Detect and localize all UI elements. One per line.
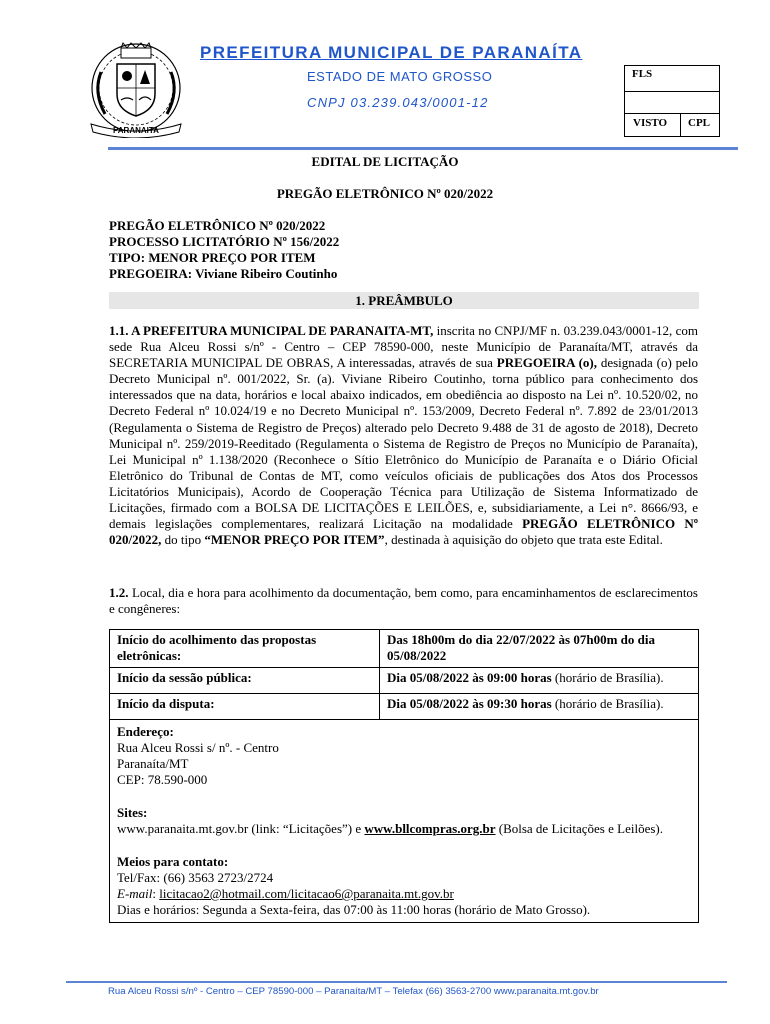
section-preambulo-heading: 1. PREÂMBULO — [109, 292, 699, 309]
bll-link[interactable]: www.bllcompras.org.br — [364, 821, 496, 836]
header-title: PREFEITURA MUNICIPAL DE PARANAÍTA — [200, 43, 583, 62]
table-row — [110, 668, 699, 694]
fls-blank-row — [625, 92, 719, 114]
row-value — [380, 668, 699, 694]
row-value-note: (horário de Brasília). — [551, 696, 664, 711]
p1-text-a: inscrita no CNPJ/MF n. 03.239.043/0001-12, com sede Rua Alceu Rossi s/nº - Centro – CEP 78590-000, neste Município de Paranaíta/MT, através da SECRETARIA MUNICIPAL DE OBRAS, A interessadas, através de sua — [109, 323, 698, 371]
p1-lead: 1.1. A PREFEITURA MUNICIPAL DE PARANAITA-MT, — [109, 323, 434, 338]
table-row — [110, 720, 699, 923]
p1-pregoeira: PREGOEIRA (o), — [496, 355, 597, 371]
row-value — [380, 694, 699, 720]
row-value-bold: Das 18h00m do dia 22/07/2022 às 07h00m do dia 05/08/2022 — [387, 632, 655, 663]
contact-email: E-mail: licitacao2@hotmail.com/licitacao6@paranaita.mt.gov.br — [117, 886, 454, 901]
row-value-bold: Dia 05/08/2022 às 09:00 horas — [387, 670, 552, 685]
footer-address: Rua Alceu Rossi s/nº - Centro – CEP 78590-000 – Paranaíta/MT – Telefax (66) 3563-2700 www.paranaita.mt.gov.br — [108, 986, 599, 997]
edital-title: EDITAL DE LICITAÇÃO — [311, 154, 459, 169]
row-value-bold: Dia 05/08/2022 às 09:30 horas — [387, 696, 552, 711]
seal-banner-text: PARANAITA — [113, 126, 159, 135]
address-line: Rua Alceu Rossi s/ nº. - Centro — [117, 740, 279, 755]
table-row — [110, 630, 699, 668]
municipal-seal-icon — [83, 42, 189, 138]
local-paragraph — [109, 585, 698, 617]
address-label: Endereço: — [117, 724, 174, 739]
row-label: Início do acolhimento das propostas eletrônicas: — [110, 630, 380, 668]
meta-pregao: PREGÃO ELETRÔNICO Nº 020/2022 — [109, 218, 326, 233]
p1-tipo: “MENOR PREÇO POR ITEM” — [204, 532, 385, 548]
row-value — [380, 630, 699, 668]
contact-hours: Dias e horários: Segunda a Sexta-feira, das 07:00 às 11:00 horas (horário de Mato Grosso). — [117, 902, 591, 917]
contact-label: Meios para contato: — [117, 854, 229, 869]
p1-modalidade: PREGÃO ELETRÔNICO Nº 020/2022, — [109, 516, 699, 548]
visto-label: VISTO — [625, 114, 681, 137]
row-value-note: (horário de Brasília). — [551, 670, 664, 685]
fls-label: FLS — [625, 66, 719, 92]
email-link[interactable]: licitacao2@hotmail.com/licitacao6@paranaita.mt.gov.br — [159, 886, 454, 901]
cpl-label: CPL — [688, 117, 710, 129]
sites-text: www.paranaita.mt.gov.br (link: “Licitações”) e www.bllcompras.org.br (Bolsa de Licitações e Leilões). — [117, 821, 663, 836]
fls-stamp-box — [624, 65, 720, 137]
header-state: ESTADO DE MATO GROSSO — [307, 69, 493, 84]
row-label: Início da sessão pública: — [110, 668, 380, 694]
meta-pregoeira: PREGOEIRA: Viviane Ribeiro Coutinho — [109, 266, 338, 281]
schedule-table — [109, 629, 699, 923]
contact-phone: Tel/Fax: (66) 3563 2723/2724 — [117, 870, 274, 885]
p1-text-d: , destinada à aquisição do objeto que trata este Edital. — [384, 532, 663, 548]
contact-cell — [110, 720, 699, 923]
meta-tipo: TIPO: MENOR PREÇO POR ITEM — [109, 250, 316, 265]
table-row — [110, 694, 699, 720]
address-line: CEP: 78.590-000 — [117, 772, 208, 787]
header-cnpj: CNPJ 03.239.043/0001-12 — [307, 95, 489, 110]
sites-label: Sites: — [117, 805, 148, 820]
row-label: Início da disputa: — [110, 694, 380, 720]
p1-text-b: designada (o) pelo Decreto Municipal nº. 001/2022, Sr. (a). Viviane Ribeiro Coutinho, torna público para conhecimento dos interessados que na data, horários e local abaixo indicados, em obediência ao disposto na Lei nº. 10.520/02, no Decreto Federal nº 10.024/19 e no Decreto Municipal nº. 153/2009, Decreto Federal nº. 7.892 de 23/01/2013 (Regulamenta o Sistema de Registro de Preços) alterado pelo Decreto 9.488 de 31 de agosto de 2018), Decreto Municipal nº. 259/2019-Reeditado (Regulamenta o Sistema de Registro de Preços no Município de Paranaíta), Lei Municipal nº 1.138/2020 (Reconhece o Sítio Eletrônico do Município de Paranaíta e o Diário Oficial Eletrônico do Tribunal de Contas de MT, como veículos oficiais de publicações dos Atos dos Processos Licitatórios Municipais), Acordo de Cooperação Técnica para Utilização de Sistema Informatizado de Licitações, firmado com a BOLSA DE LICITAÇÕES E LEILÕES, e, subsidiariamente, a Lei n°. 8666/93, e demais legislações complementares, realizará Licitação na modalidade — [109, 355, 698, 532]
header-divider — [108, 147, 738, 150]
address-line: Paranaíta/MT — [117, 756, 189, 771]
preambulo-paragraph — [109, 323, 698, 548]
p2-text: Local, dia e hora para acolhimento da documentação, bem como, para encaminhamentos de esclarecimentos e congêneres: — [109, 585, 698, 616]
p1-text-c: do tipo — [161, 532, 205, 548]
pregao-title: PREGÃO ELETRÔNICO Nº 020/2022 — [276, 186, 494, 201]
meta-processo: PROCESSO LICITATÓRIO Nº 156/2022 — [109, 234, 340, 249]
footer-divider — [66, 981, 727, 983]
p2-lead: 1.2. — [109, 585, 129, 600]
